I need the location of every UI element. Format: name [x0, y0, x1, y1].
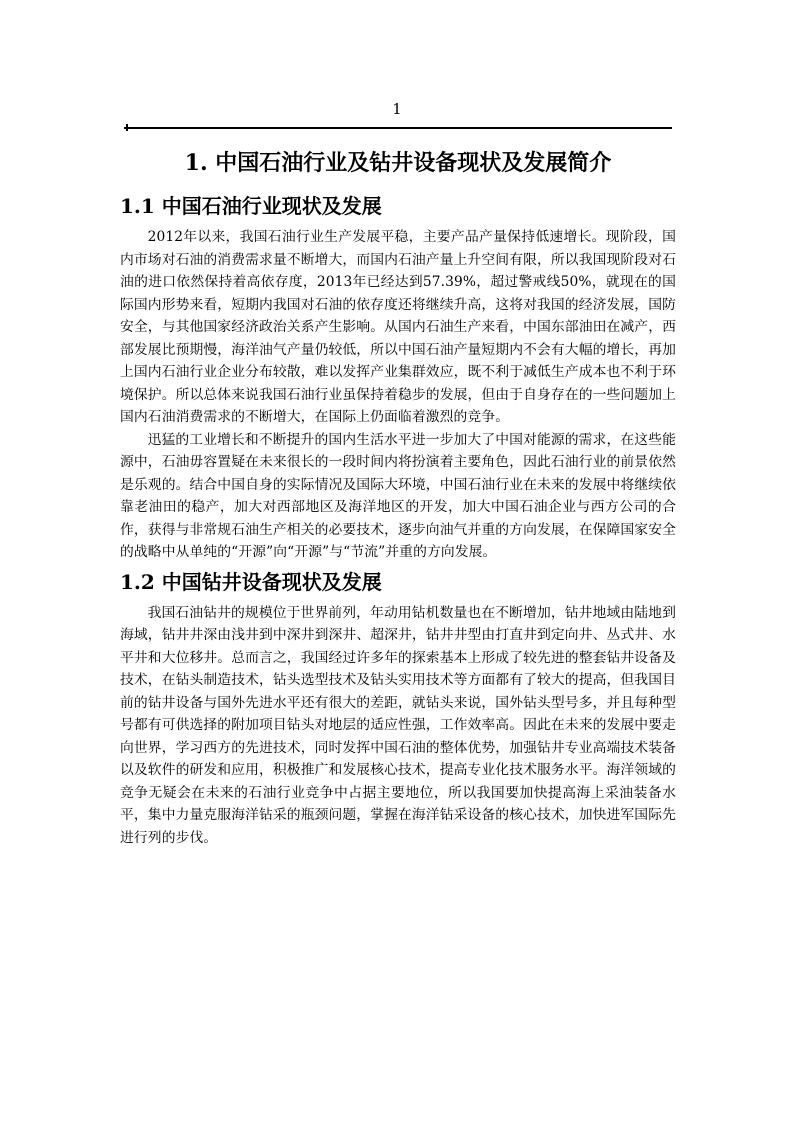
section-oil-industry [120, 190, 676, 564]
section-title: 1.1 中国石油行业现状及发展 [120, 194, 382, 218]
paragraph: 2012年以来，我国石油行业生产发展平稳，主要产品产量保持低速增长。现阶段，国内市场对石油的消费需求量不断增大，而国内石油产量上升空间有限，所以我国现阶段对石油的进口依然保持着高依存度，2013年已经达到57.39%，超过警戒线50%，就现在的国际国内形势来看，短期内我国对石油的依存度还将继续升高，这将对我国的经济发展，国防安全，与其他国家经济政治关系产生影响。从国内石油生产来看，中国东部油田在减产，西部发展比预期慢，海洋油气产量仍较低，所以中国石油产量短期内不会有大幅的增长，再加上国内石油行业企业分布较散，难以发挥产业集群效应，既不利于减低生产成本也不利于环境保护。所以总体来说我国石油行业虽保持着稳步的发展，但由于自身存在的一些问题加上国内石油消费需求的不断增大，在国际上仍面临着激烈的竞争。 [120, 229, 676, 425]
section-drilling-equipment [120, 566, 676, 850]
header-rule [124, 127, 672, 129]
document-body [120, 138, 676, 851]
section-title: 1.2 中国钻井设备现状及发展 [120, 569, 382, 594]
chapter-title: 1. 中国石油行业及钻井设备现状及发展简介 [184, 150, 612, 176]
page-number: 1 [392, 100, 402, 118]
header-tick-mark [126, 124, 128, 131]
paragraph: 迅猛的工业增长和不断提升的国内生活水平进一步加大了中国对能源的需求，在这些能源中，石油毋容置疑在未来很长的一段时间内将扮演着主要角色，因此石油行业的前景依然是乐观的。结合中国自身的实际情况及国际大环境，中国石油行业在未来的发展中将继续依靠老油田的稳产，加大对西部地区及海洋地区的开发，加大中国石油企业与西方公司的合作，获得与非常规石油生产相关的必要技术，逐步向油气并重的方向发展，在保障国家安全的战略中从单纯的“开源”向“开源”与“节流”并重的方向发展。 [120, 431, 676, 560]
paragraph: 我国石油钻井的规模位于世界前列，年动用钻机数量也在不断增加，钻井地域由陆地到海域，钻井井深由浅井到中深井到深井、超深井，钻井井型由打直井到定向井、丛式井、水平井和大位移井。总而言之，我国经过许多年的探索基本上形成了较先进的整套钻井设备及技术，在钻头制造技术，钻头选型技术及钻头实用技术等方面都有了较大的提高，但我国目前的钻井设备与国外先进水平还有很大的差距，就钻头来说，国外钻头型号多，并且每种型号都有可供选择的附加项目钻头对地层的适应性强，工作效率高。因此在未来的发展中要走向世界，学习西方的先进技术，同时发挥中国石油的整体优势，加强钻井专业高端技术装备以及软件的研发和应用，积极推广和发展核心技术，提高专业化技术服务水平。海洋领域的竞争无疑会在未来的石油行业竞争中占据主要地位，所以我国要加快提高海上采油装备水平，集中力量克服海洋钻采的瓶颈问题，掌握在海洋钻采设备的核心技术，加快进军国际先进行列的步伐。 [120, 604, 676, 846]
